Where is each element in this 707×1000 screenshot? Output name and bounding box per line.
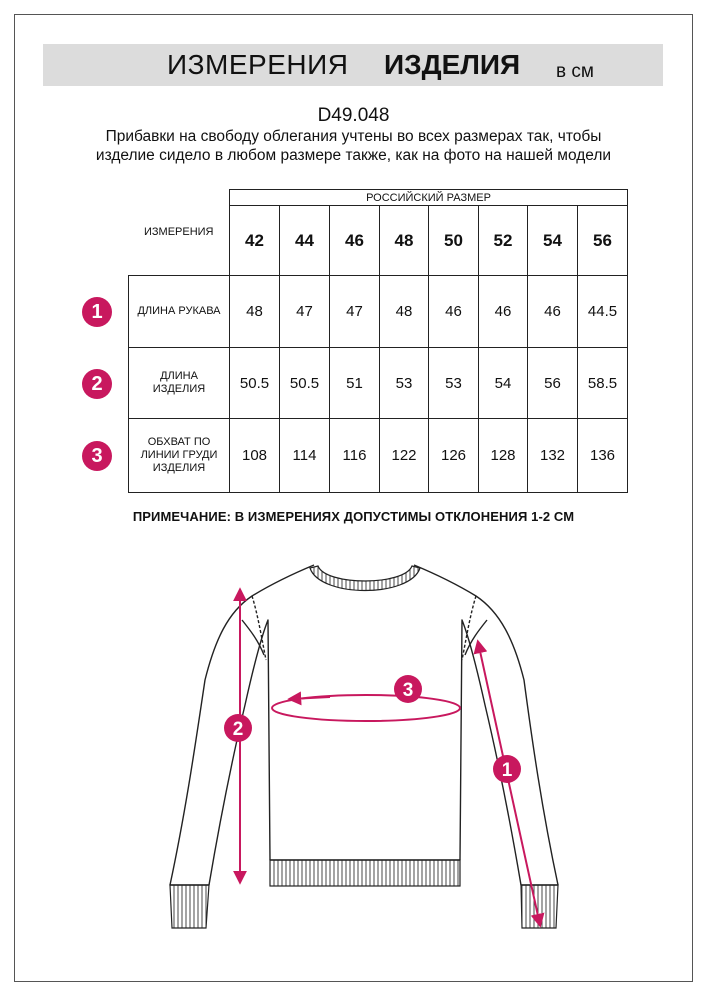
table-cell: 126 [429, 419, 479, 493]
title-word-measurements: ИЗМЕРЕНИЯ [167, 49, 349, 80]
left-cuff [170, 885, 209, 928]
size-header: 42 [230, 206, 280, 276]
table-cell: 44.5 [578, 276, 628, 348]
table-cell: 46 [479, 276, 528, 348]
size-header: 48 [380, 206, 429, 276]
table-cell: 47 [280, 276, 330, 348]
size-header: 50 [429, 206, 479, 276]
corner-header: ИЗМЕРЕНИЯ [129, 190, 230, 276]
size-header: 54 [528, 206, 578, 276]
table-cell: 132 [528, 419, 578, 493]
diagram-marker-3 [394, 675, 422, 703]
russian-size-header: РОССИЙСКИЙ РАЗМЕР [230, 190, 628, 206]
table-cell: 114 [280, 419, 330, 493]
table-cell: 122 [380, 419, 429, 493]
measure-chest-arrow [272, 695, 460, 721]
size-header: 46 [330, 206, 380, 276]
table-cell: 116 [330, 419, 380, 493]
table-cell: 50.5 [230, 348, 280, 419]
row-label-sleeve-length: ДЛИНА РУКАВА [129, 276, 230, 348]
size-header: 56 [578, 206, 628, 276]
measurement-badge-1: 1 [82, 297, 112, 327]
tolerance-footnote: ПРИМЕЧАНИЕ: В ИЗМЕРЕНИЯХ ДОПУСТИМЫ ОТКЛОНЕНИЯ 1-2 СМ [132, 509, 575, 524]
row-label-text: ДЛИНА ИЗДЕЛИЯ [152, 370, 206, 395]
measurement-badge-2: 2 [82, 369, 112, 399]
measure-sleeve-arrow [478, 642, 540, 925]
diagram-marker-1 [493, 755, 521, 783]
table-cell: 108 [230, 419, 280, 493]
table-cell: 58.5 [578, 348, 628, 419]
table-cell: 46 [429, 276, 479, 348]
table-cell: 56 [528, 348, 578, 419]
table-cell: 47 [330, 276, 380, 348]
svg-text:1: 1 [501, 760, 513, 781]
size-header: 44 [280, 206, 330, 276]
size-header: 52 [479, 206, 528, 276]
title-unit: в см [556, 61, 594, 82]
collar-rib [310, 566, 420, 591]
svg-text:2: 2 [232, 719, 244, 740]
table-cell: 48 [380, 276, 429, 348]
title-word-garment: ИЗДЕЛИЯ [384, 49, 521, 80]
table-cell: 46 [528, 276, 578, 348]
svg-text:3: 3 [402, 680, 414, 701]
table-cell: 50.5 [280, 348, 330, 419]
table-cell: 136 [578, 419, 628, 493]
table-cell: 128 [479, 419, 528, 493]
table-cell: 54 [479, 348, 528, 419]
diagram-marker-2 [224, 714, 252, 742]
fit-note: Прибавки на свободу облегания учтены во всех размерах так, чтобы изделие сидело в любом размере также, как на фото на нашей модели [95, 128, 612, 164]
table-cell: 53 [380, 348, 429, 419]
measurement-badge-3: 3 [82, 441, 112, 471]
table-cell: 48 [230, 276, 280, 348]
row-label-text: ОБХВАТ ПО ЛИНИИ ГРУДИ ИЗДЕЛИЯ [140, 436, 218, 474]
hem-rib [270, 860, 460, 886]
table-cell: 51 [330, 348, 380, 419]
table-cell: 53 [429, 348, 479, 419]
article-number: D49.048 [317, 105, 390, 126]
